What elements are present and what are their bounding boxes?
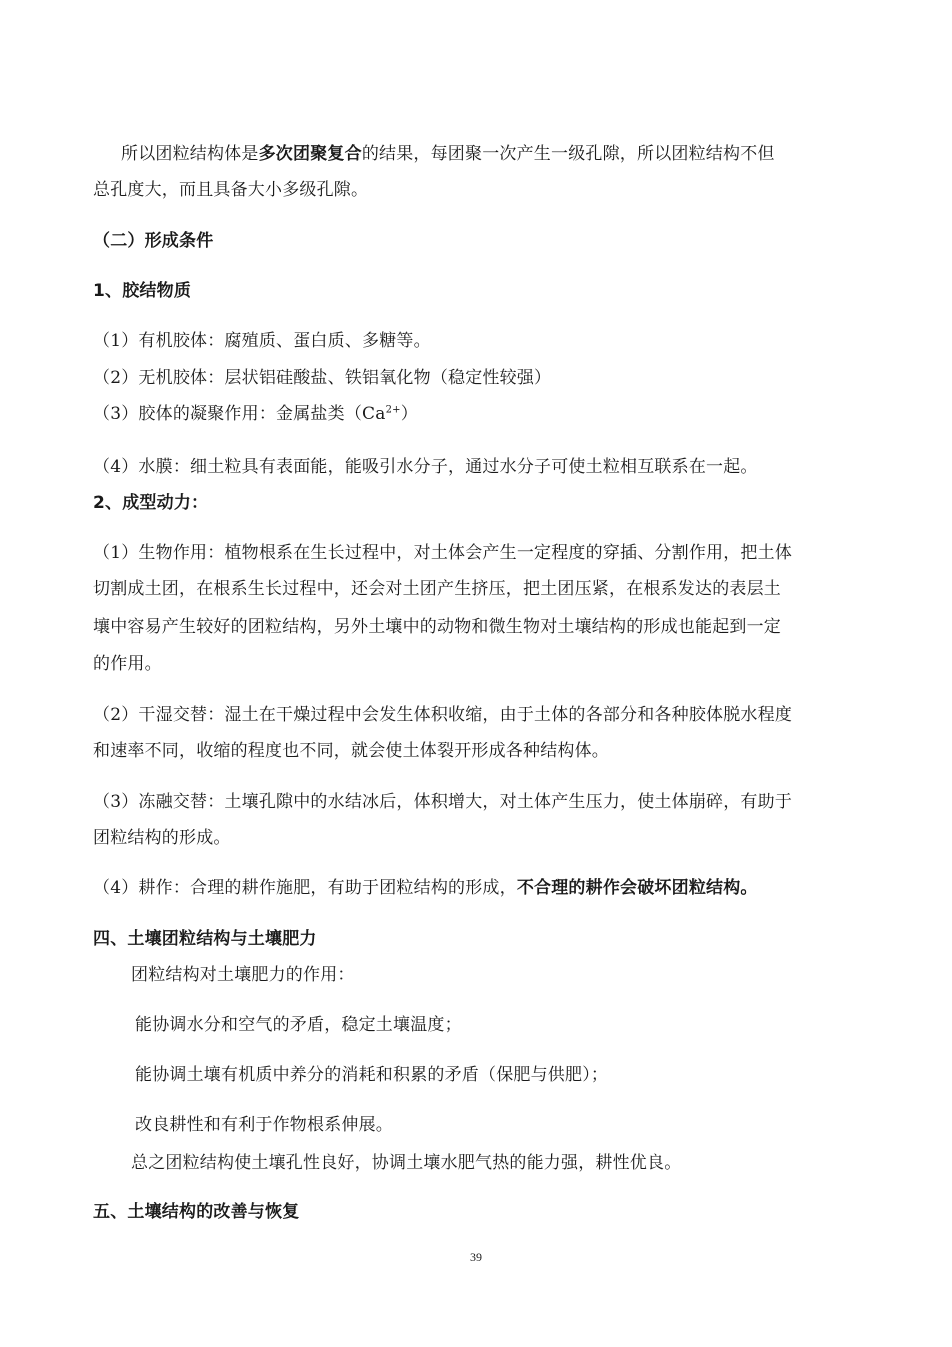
paragraph-line: 壤中容易产生较好的团粒结构，另外土壤中的动物和微生物对土壤结构的形成也能起到一定 — [93, 617, 781, 637]
paragraph-line: （2）干湿交替：湿土在干燥过程中会发生体积收缩，由于土体的各部分和各种胶体脱水程度 — [93, 705, 793, 725]
page-number: 39 — [470, 1250, 482, 1264]
paragraph-line: 切割成土团，在根系生长过程中，还会对土团产生挤压，把土团压紧，在根系发达的表层土 — [93, 579, 781, 599]
list-item: 能协调土壤有机质中养分的消耗和积累的矛盾（保肥与供肥）； — [135, 1065, 609, 1085]
list-item: （2）无机胶体：层状铝硅酸盐、铁铝氧化物（稳定性较强） — [93, 368, 552, 388]
emphasis-text: 不合理的耕作会破坏团粒结构。 — [516, 878, 758, 898]
paragraph-line: 总之团粒结构使土壤孔性良好，协调土壤水肥气热的能力强，耕性优良。 — [131, 1153, 682, 1173]
list-item: 能协调水分和空气的矛盾，稳定土壤温度； — [135, 1015, 462, 1035]
paragraph-line — [121, 142, 775, 166]
text-span: 的结果，每团聚一次产生一级孔隙，所以团粒结构不但 — [361, 144, 775, 164]
paragraph-line — [93, 876, 758, 900]
paragraph-line: 的作用。 — [93, 654, 162, 674]
list-item: 改良耕性和有利于作物根系伸展。 — [135, 1115, 393, 1135]
section-heading-improve: 五、土壤结构的改善与恢复 — [93, 1202, 300, 1222]
subheading-binding: 1、胶结物质 — [93, 281, 192, 301]
section-heading-conditions: （二）形成条件 — [93, 231, 214, 251]
paragraph-line: （3）冻融交替：土壤孔隙中的水结冰后，体积增大，对土体产生压力，使土体崩碎，有助于 — [93, 792, 793, 812]
paragraph-line: 团粒结构对土壤肥力的作用： — [131, 965, 355, 985]
subheading-forces: 2、成型动力： — [93, 493, 209, 513]
paragraph-line: （1）生物作用：植物根系在生长过程中，对土体会产生一定程度的穿插、分割作用，把土体 — [93, 543, 793, 563]
text-span: （4）耕作：合理的耕作施肥，有助于团粒结构的形成， — [93, 878, 517, 898]
paragraph-line: 总孔度大，而且具备大小多级孔隙。 — [93, 180, 369, 200]
text-span: （3）胶体的凝聚作用：金属盐类（Ca — [93, 404, 386, 424]
emphasis-text: 多次团聚复合 — [258, 144, 362, 164]
text-span: 所以团粒结构体是 — [121, 144, 259, 164]
list-item: （4）水膜：细土粒具有表面能，能吸引水分子，通过水分子可使土粒相互联系在一起。 — [93, 457, 758, 477]
list-item: （1）有机胶体：腐殖质、蛋白质、多糖等。 — [93, 331, 431, 351]
section-heading-fertility: 四、土壤团粒结构与土壤肥力 — [93, 929, 317, 949]
text-span: ） — [400, 404, 418, 424]
paragraph-line: 和速率不同，收缩的程度也不同，就会使土体裂开形成各种结构体。 — [93, 741, 609, 761]
superscript: 2+ — [385, 404, 401, 416]
paragraph-line: 团粒结构的形成。 — [93, 828, 231, 848]
list-item — [93, 402, 418, 426]
